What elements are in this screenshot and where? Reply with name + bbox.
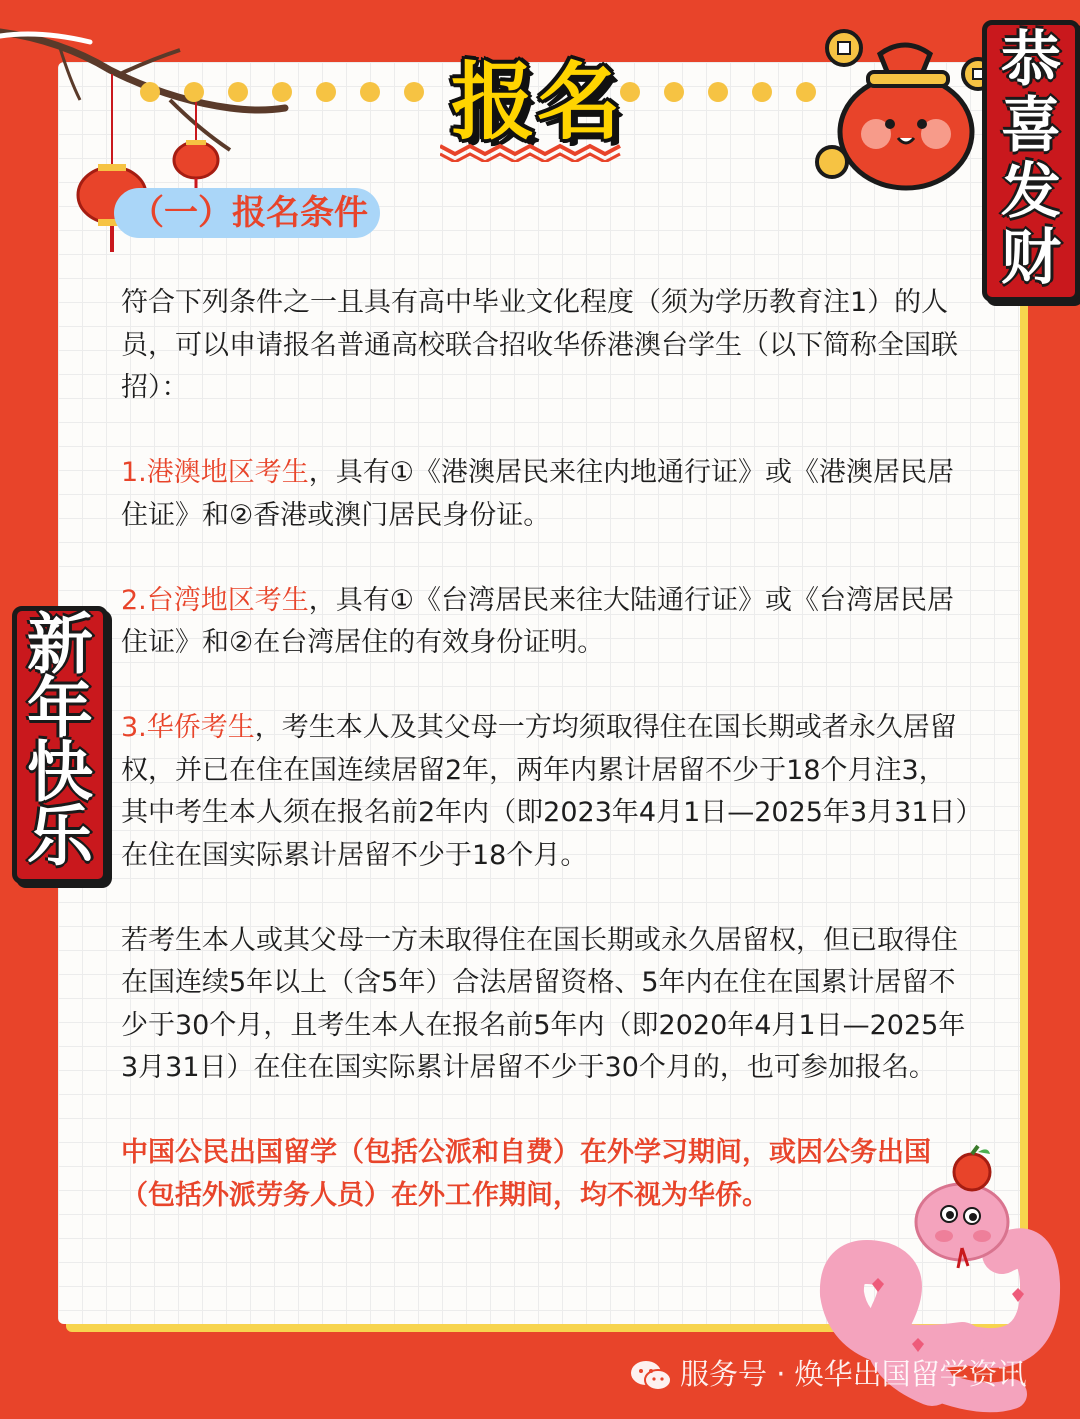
condition-text: ，具有①《台湾居民来往大陆通行证》或《台湾居民居住证》和②在台湾居住的有效身份证明。 <box>121 584 954 658</box>
banner-char: 喜 <box>1001 91 1061 161</box>
banner-char: 乐 <box>27 798 93 875</box>
money-bag-mascot <box>810 14 1000 194</box>
condition-label: 2.台湾地区考生 <box>121 584 309 616</box>
note-paragraph: 中国公民出国留学（包括公派和自费）在外学习期间，或因公务出国（包括外派劳务人员）在外工作期间，均不视为华侨。 <box>121 1137 931 1211</box>
banner-char: 财 <box>1001 223 1061 293</box>
condition-label: 1.港澳地区考生 <box>121 457 309 488</box>
banner-char: 年 <box>27 670 93 747</box>
supplement-paragraph: 若考生本人或其父母一方未取得住在国长期或永久居留权，但已取得住在国连续5年以上（含5年）合法居留资格、5年内在住在国累计居留不少于30个月，且考生本人在报名前5年内（即2020年4月1日—2025年3月31日）在住在国实际累计居留不少于30个月的，也可参加报名。 <box>121 924 966 1083</box>
decor-dots-right <box>620 82 820 104</box>
condition-text: ，考生本人及其父母一方均须取得住在国长期或者永久居留权，并已在住在国连续居留2年，两年内累计居留不少于18个月注3，其中考生本人须在报名前2年内（即2023年4月1日—2025年3月31日）在住在国实际累计居留不少于18个月。 <box>121 712 969 871</box>
banner-char: 快 <box>27 734 93 811</box>
decor-dots-left <box>140 82 440 104</box>
watermark-text: 服务号 · 焕华出国留学资讯 <box>680 1357 1027 1391</box>
condition-text: ，具有①《港澳居民来往内地通行证》或《港澳居民居住证》和②香港或澳门居民身份证。 <box>121 457 954 531</box>
wechat-icon <box>630 1359 672 1393</box>
condition-taiwan <box>121 580 971 665</box>
banner-new-year-wish-left <box>12 606 108 884</box>
condition-hk-macao <box>121 452 971 537</box>
condition-label: 3.华侨考生 <box>121 712 255 743</box>
banner-char: 新 <box>27 606 93 683</box>
condition-overseas-chinese <box>121 707 971 877</box>
page-title: 报名 <box>450 53 623 151</box>
banner-new-year-wish-right <box>982 20 1080 302</box>
section-heading: （一）报名条件 <box>114 188 380 238</box>
banner-char: 恭 <box>1001 25 1061 95</box>
body-content <box>121 282 971 1217</box>
intro-paragraph: 符合下列条件之一且具有高中毕业文化程度（须为学历教育注1）的人员，可以申请报名普通高校联合招收华侨港澳台学生（以下简称全国联招）： <box>121 287 958 403</box>
banner-char: 发 <box>1001 157 1061 227</box>
watermark <box>630 1352 1027 1396</box>
title-zigzag-underline <box>440 140 622 162</box>
